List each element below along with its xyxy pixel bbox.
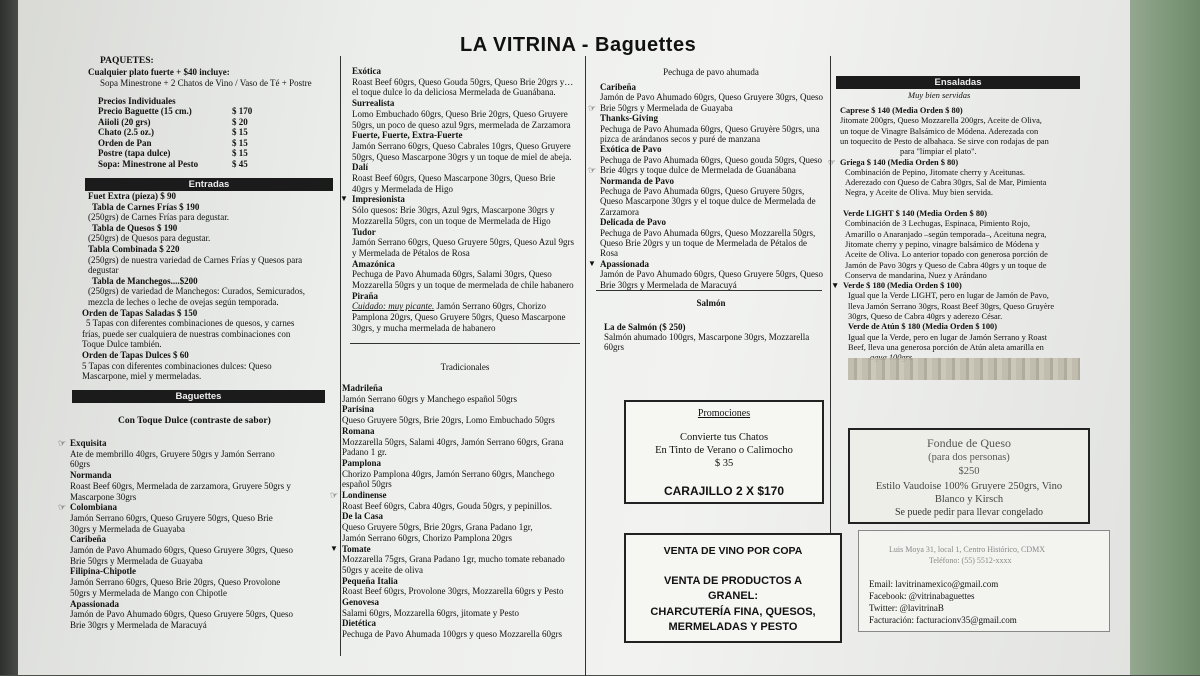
item-name: Delicada de Pavo [600, 217, 666, 228]
promo-line3: $ 35 [714, 458, 734, 469]
item-description: Salami 60grs, Mozzarella 60grs, jitomate y Pesto [342, 607, 519, 618]
precio-item-price: $ 15 [232, 148, 248, 159]
item-description: Queso Gruyere 50grs, Brie 20grs, Lomo Embuchado 50grs [342, 415, 555, 426]
item-description: Brie 30grs y Mermelada de Maracuyá [70, 619, 207, 630]
venta-line2: VENTA DE PRODUCTOS A [663, 575, 803, 587]
item-name: Exótica [352, 66, 381, 76]
item-description: Brie 50grs y Mermelada de Guayaba [600, 102, 733, 113]
item-description: Cuidado: muy picante. Jamón Serrano 60grs, Chorizo [352, 301, 546, 312]
precio-item-name: Aiioli (20 grs) [98, 116, 151, 127]
tradicionales-label: Tradicionales [440, 362, 490, 372]
item-description: Negra, y Aceite de Oliva. Muy bien servida. [845, 188, 993, 198]
column-divider-2 [585, 56, 586, 676]
salmon-desc-2: 60grs [604, 342, 624, 352]
promo-line1: Convierte tus Chatos [679, 432, 769, 443]
item-name: Londinense [342, 490, 387, 500]
menu-title: LA VITRINA - Baguettes [460, 34, 697, 56]
venta-box [624, 533, 842, 643]
item-name: Normanda de Pavo [600, 175, 674, 186]
item-name: Amazónica [352, 258, 395, 269]
pointing-hand-icon: ☞ [588, 102, 597, 113]
paquetes-line1: Cualquier plato fuerte + $40 incluye: [88, 67, 230, 77]
item-name: Romana [342, 425, 375, 436]
item-description: Beef, lleva una generosa porción de Atún aleta amarilla en [848, 342, 1044, 352]
salmon-desc-1: Salmón ahumado 100grs, Mascarpone 30grs, Mozzarella [604, 332, 810, 342]
contact-email: Email: lavitrinamexico@gmail.com [869, 579, 999, 589]
precio-item-name: Postre (tapa dulce) [98, 148, 171, 159]
tradicionales-divider [350, 343, 580, 344]
precio-item-name: Sopa: Minestrone al Pesto [98, 159, 199, 169]
item-description: Pechuga de Pavo Ahumada 60grs, Queso Gruyère 50grs, una [600, 123, 820, 134]
promo-carajillo: CARAJILLO 2 X $170 [663, 484, 785, 498]
item-description: Mozzarella 50grs y un toque de mermelada de chile habanero [352, 280, 574, 290]
item-description: Amarillo o Anaranjado –según temporada–, Aceituna negra, [845, 229, 1047, 239]
item-description: 60grs [70, 459, 90, 470]
precio-item-price: $ 45 [232, 159, 248, 169]
item-description: Jamón Serrano 60grs, Chorizo Pamplona 20grs [342, 532, 512, 543]
item-description: lleva Jamón Serrano 30grs, Roast Beef 30grs, Queso Gruyère [848, 301, 1055, 311]
item-name: Piraña [352, 290, 378, 301]
item-name: Verde de Atún $ 180 (Media Orden $ 100) [848, 322, 998, 332]
ensaladas-bar: Ensaladas [836, 76, 1080, 89]
item-name: Fuerte, Fuerte, Extra-Fuerte [352, 130, 463, 141]
item-description: Mascarpone, miel y mermeladas. [82, 371, 202, 382]
item-description: Queso Brie 20grs y un toque de Mermelada de Pétalos de [600, 238, 807, 248]
fondue-line4: Estilo Vaudoise 100% Gruyere 250grs, Vino [875, 481, 1063, 492]
item-description: Sólo quesos: Brie 30grs, Azul 9grs, Mascarpone 30grs y [352, 205, 555, 216]
item-description: Jamón Serrano 60grs, Queso Cabrales 10grs, Queso Gruyere [352, 140, 571, 151]
item-description: y Mermelada de Pétalos de Rosa [352, 247, 470, 258]
item-name: Fuet Extra (pieza) $ 90 [88, 191, 176, 201]
pointing-hand-icon: ☞ [828, 157, 836, 167]
item-description: Mascarpone 30grs [70, 491, 137, 502]
item-description: Jamón Serrano 60grs y Manchego español 50grs [342, 393, 517, 404]
column-divider-3 [830, 56, 831, 616]
item-description: para "limpiar el plato". [900, 147, 977, 157]
item-name: Verde $ 180 (Media Orden $ 100) [843, 281, 962, 291]
faded-strip [848, 358, 1080, 380]
item-description: Aceite de Oliva. Lo anterior topado con generosa porción de [845, 250, 1048, 260]
item-name: Filipina-Chipotle [70, 566, 137, 577]
item-description: Pechuga de Pavo Ahumada 60grs, Queso Mozzarella 50grs, [600, 227, 816, 238]
item-description: Pechuga de Pavo Ahumada 100grs y queso Mozzarella 60grs [342, 629, 562, 640]
item-name: Tabla de Quesos $ 190 [92, 222, 178, 233]
item-name: Orden de Tapas Saladas $ 150 [82, 307, 198, 318]
item-description: 50grs y aceite de oliva [342, 564, 423, 575]
item-name: Exquisita [70, 438, 107, 448]
item-description: Pechuga de Pavo Ahumada 60grs, Salami 30grs, Queso [352, 269, 552, 280]
triangle-marker-icon: ▼ [340, 194, 348, 204]
item-description: Toque Dulce también. [82, 339, 162, 350]
item-name: Tabla Combinada $ 220 [88, 244, 180, 254]
item-description: Brie 30grs y Mermelada de Maracuyá [600, 279, 737, 290]
item-description: Mozzarella 75grs, Grana Padano 1gr, mucho tomate rebanado [342, 554, 565, 565]
item-description: Aderezado con Queso de Cabra 30grs, Sal de Mar, Pimienta [845, 178, 1047, 188]
item-description: Conserva de mandarina, Nuez y Arándano [845, 270, 987, 280]
item-description: Igual que la Verde LIGHT, pero en lugar de Jamón de Pavo, [848, 291, 1049, 301]
promo-line2: En Tinto de Verano o Calimocho [655, 445, 793, 456]
item-description: Jamón Serrano 60grs, Queso Gruyere 50grs, Queso Brie [70, 512, 273, 523]
item-description: Lomo Embuchado 60grs, Queso Brie 20grs, Queso Gruyere [352, 108, 568, 119]
item-name: Orden de Tapas Dulces $ 60 [82, 350, 189, 360]
item-name: Parisina [342, 404, 375, 415]
contact-facebook: Facebook: @vitrinabaguettes [869, 591, 975, 601]
item-name: Normanda [70, 470, 112, 481]
fondue-box [848, 428, 1090, 524]
item-description: degustar [88, 265, 119, 276]
item-name: Thanks-Giving [600, 113, 659, 124]
contact-twitter: Twitter: @lavitrinaB [869, 603, 944, 613]
item-description: Pechuga de Pavo Ahumada 60grs, Queso gouda 50grs, Queso [600, 154, 822, 165]
pointing-hand-icon: ☞ [588, 165, 597, 176]
item-description: Mozzarella 50grs, con un toque de Mermelada de Higo [352, 215, 551, 226]
item-description: el toque dulce lo da deliciosa Mermelada de Guanábana. [352, 87, 556, 98]
triangle-marker-icon: ▼ [330, 543, 338, 553]
item-description: Combinación de Pepino, Jitomate cherry y Aceitunas. [845, 167, 1026, 177]
item-name: Dalí [352, 162, 369, 173]
fondue-line6: Se puede pedir para llevar congelado [895, 507, 1043, 518]
fondue-line5: Blanco y Kirsch [934, 494, 1004, 505]
item-name: Apassionada [600, 258, 650, 269]
precio-item-price: $ 15 [232, 127, 248, 138]
item-name: De la Casa [342, 511, 383, 522]
item-description: Jamón de Pavo Ahumado 60grs, Queso Gruyere 50grs, Queso [70, 609, 293, 620]
item-description: (250grs) de nuestra variedad de Carnes Frías y Quesos para [88, 254, 303, 265]
item-description: Roast Beef 60grs, Cabra 40grs, Gouda 50grs, y pepinillos. [342, 500, 552, 511]
item-description: (250grs) de Quesos para degustar. [88, 233, 211, 244]
item-description: Queso Gruyere 50grs, Brie 20grs, Grana Padano 1gr, [342, 522, 533, 533]
item-name: Tabla de Carnes Frías $ 190 [92, 201, 200, 212]
item-description: frías, puede ser cualquiera de nuestras combinaciones con [82, 328, 291, 339]
item-description: Combinación de 3 Lechugas, Espinaca, Pimiento Rojo, [845, 219, 1030, 229]
paquetes-line2: Sopa Minestrone + 2 Chatos de Vino / Vaso de Té + Postre [100, 78, 312, 88]
entradas-bar: Entradas [85, 178, 333, 191]
item-name: Tabla de Manchegos....$200 [92, 275, 198, 286]
item-name: Verde LIGHT $ 140 (Media Orden $ 80) [843, 209, 988, 218]
item-description: Roast Beef 60grs, Queso Mascarpone 30grs, Queso Brie [352, 173, 556, 183]
item-description: español 50grs [342, 479, 392, 490]
ensaladas-sub: Muy bien servidas [908, 90, 971, 100]
item-description: Igual que la Verde, pero en lugar de Jamón Serrano y Roast [848, 332, 1047, 342]
item-description: un toque de Vinagre Balsámico de Módena. Aderezada con [840, 126, 1039, 136]
item-description: 50grs, Queso Mascarpone 30grs y un toque de miel de abeja. [352, 151, 572, 162]
item-description: 50grs y Mermelada de Mango con Chipotle [70, 587, 227, 598]
item-description: 40grs y Mermelada de Higo [352, 183, 453, 194]
item-description: mezcla de leches o leche de ovejas según temporada. [88, 297, 279, 307]
precio-item-name: Orden de Pan [98, 137, 152, 148]
item-name: Dietética [342, 618, 376, 629]
item-description: Pechuga de Pavo Ahumada 60grs, Queso Gruyere 50grs, [600, 186, 805, 196]
item-description: 50grs, un poco de queso azul 9grs, mermelada de Zarzamora [352, 119, 571, 130]
item-description: Jamón de Pavo Ahumado 60grs, Queso Gruyere 50grs, Queso [600, 269, 823, 280]
venta-line3: GRANEL: [707, 590, 759, 602]
triangle-marker-icon: ▼ [588, 258, 596, 268]
item-description: un toquecito de Pesto de albahaca. Se sirve con rodajas de pan [840, 136, 1049, 146]
item-description: 30grs, y mucha mermelada de habanero [352, 322, 496, 333]
fondue-title: Fondue de Queso [927, 436, 1011, 450]
item-name: Caribeña [600, 82, 636, 92]
triangle-marker-icon: ▼ [831, 281, 840, 291]
item-name: Impresionista [352, 194, 405, 205]
item-name: Caprese $ 140 (Media Orden $ 80) [840, 106, 963, 115]
contact-box [858, 530, 1110, 632]
item-description: 30grs y Mermelada de Guayaba [70, 523, 185, 534]
item-name: Tomate [342, 543, 371, 554]
baguettes-bar: Baguettes [72, 390, 325, 403]
item-description: Pamplona 20grs, Queso Gruyere 50grs, Queso Mascarpone [352, 312, 566, 323]
item-name: Colombiana [70, 502, 118, 513]
contact-facturacion: Facturación: facturacionv35@gmail.com [869, 615, 1017, 625]
fondue-price: $250 [958, 466, 980, 477]
toque-dulce-label: Con Toque Dulce (contraste de sabor) [118, 416, 271, 426]
warning-prefix: Cuidado: muy picante. [352, 301, 435, 312]
pechuga-label: Pechuga de pavo ahumada [663, 67, 759, 77]
item-description: 5 Tapas con diferentes combinaciones de quesos, y carnes [86, 318, 295, 329]
item-description: (250grs) de Carnes Frías para degustar. [88, 212, 229, 223]
item-name: Tudor [352, 226, 376, 237]
precio-item-name: Chato (2.5 oz.) [98, 127, 154, 138]
venta-line1: VENTA DE VINO POR COPA [663, 545, 803, 557]
item-description: 30grs, Queso de Cabra 40grs y aderezo César. [848, 312, 1003, 321]
pointing-hand-icon: ☞ [58, 502, 67, 513]
contact-address: Luis Moya 31, local 1, Centro Histórico, CDMX [889, 545, 1045, 554]
item-description: Chorizo Pamplona 40grs, Jamón Serrano 60grs, Manchego [342, 468, 555, 479]
column-divider-1 [340, 56, 341, 656]
item-name: Madrileña [342, 383, 383, 393]
item-name: Exótica de Pavo [600, 144, 662, 155]
precio-item-price: $ 15 [232, 137, 248, 148]
item-description: Roast Beef 60grs, Mermelada de zarzamora, Gruyere 50grs y [70, 480, 291, 491]
fondue-line2: (para dos personas) [928, 452, 1010, 463]
pointing-hand-icon: ☞ [330, 490, 339, 500]
item-description: Zarzamora [600, 206, 639, 217]
precios-heading: Precios Individuales [98, 96, 176, 106]
item-description: Jamón Serrano 60grs, Queso Brie 20grs, Queso Provolone [70, 577, 281, 588]
item-description: Jamón Serrano 60grs, Queso Gruyere 50grs, Queso Azul 9grs [352, 237, 574, 248]
item-name: Apassionada [70, 598, 120, 609]
item-description: Queso Mascarpone 30grs y el toque dulce de Mermelada de [600, 196, 816, 207]
item-description: Jamón de Pavo 30grs y Queso de Cabra 40grs y un toque de [845, 260, 1047, 270]
item-description: 5 Tapas con diferentes combinaciones dulces: Queso [82, 360, 272, 371]
item-name: Caribeña [70, 534, 106, 545]
item-description: Jitomate cherry y pepino, vinagre balsámico de Módena y [845, 239, 1040, 249]
item-description: Padano 1 gr. [342, 447, 387, 458]
item-description: Roast Beef 60grs, Queso Gouda 50grs, Queso Brie 20grs y… [352, 76, 574, 87]
pointing-hand-icon: ☞ [58, 438, 67, 448]
venta-line5: MERMELADAS Y PESTO [668, 621, 798, 633]
salmon-title: La de Salmón ($ 250) [604, 322, 686, 332]
item-description: Jitomate 200grs, Queso Mozzarella 200grs, Aceite de Oliva, [840, 116, 1042, 126]
precio-item-price: $ 170 [232, 106, 253, 116]
salmon-divider [596, 290, 822, 291]
item-name: Surrealista [352, 98, 395, 109]
item-description: Mozzarella 50grs, Salami 40grs, Jamón Serrano 60grs, Grana [342, 436, 564, 447]
contact-telefono: Teléfono: (55) 5512-xxxx [929, 556, 1012, 565]
item-description: Brie 40grs y toque dulce de Mermelada de Guanábana [600, 165, 796, 176]
precio-item-price: $ 20 [232, 116, 248, 127]
item-description: Roast Beef 60grs, Provolone 30grs, Mozzarella 60grs y Pesto [342, 586, 564, 597]
precio-item-name: Precio Baguette (15 cm.) [98, 106, 192, 116]
item-name: Genovesa [342, 597, 379, 607]
promo-heading: Promociones [697, 408, 751, 419]
item-name: Pequeña Italia [342, 575, 398, 586]
item-name: Pamplona [342, 457, 382, 468]
item-description: Jamón de Pavo Ahumado 60grs, Queso Gruyere 30grs, Queso [70, 545, 293, 555]
item-description: Brie 50grs y Mermelada de Guayaba [70, 555, 203, 566]
item-description: Ate de membrillo 40grs, Gruyere 50grs y Jamón Serrano [70, 448, 275, 459]
item-description: (250grs) de variedad de Manchegos: Curados, Semicurados, [88, 286, 305, 297]
salmon-label: Salmón [696, 298, 726, 308]
item-description: Jamón de Pavo Ahumado 60grs, Queso Gruyere 30grs, Queso [600, 92, 823, 103]
paquetes-heading: PAQUETES: [100, 56, 154, 66]
promociones-box [624, 400, 824, 504]
venta-line4: CHARCUTERÍA FINA, QUESOS, [650, 606, 816, 618]
item-name: Griega $ 140 (Media Orden $ 80) [840, 157, 959, 167]
item-description: pizca de arándanos secos y puré de manzana [600, 134, 761, 144]
item-description: Rosa [600, 248, 618, 259]
